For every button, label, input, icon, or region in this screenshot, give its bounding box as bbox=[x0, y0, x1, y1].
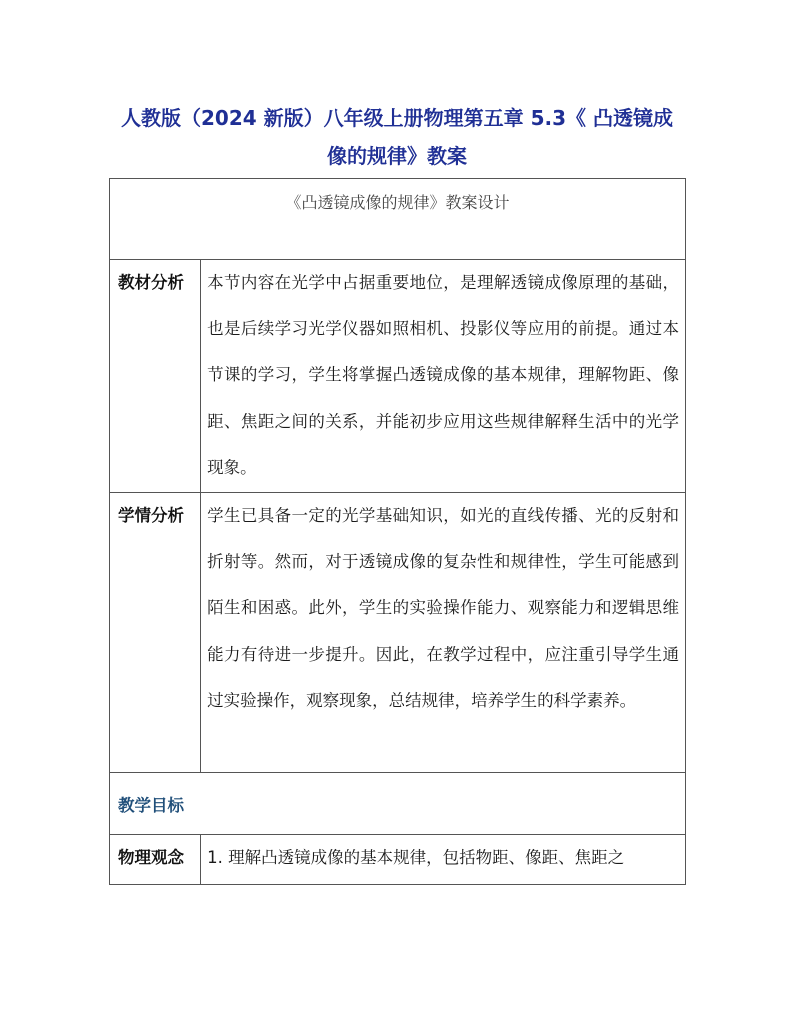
physics-concept-content: 1. 理解凸透镜成像的基本规律，包括物距、像距、焦距之 bbox=[201, 835, 686, 885]
page-title bbox=[100, 99, 694, 175]
design-title-cell bbox=[110, 179, 686, 260]
teaching-goals-heading: 教学目标 bbox=[110, 773, 686, 835]
page-title-line-2: 像的规律》教案 bbox=[327, 144, 467, 168]
teaching-goals-row bbox=[110, 773, 686, 835]
student-analysis-row bbox=[110, 493, 686, 773]
student-analysis-content: 学生已具备一定的光学基础知识，如光的直线传播、光的反射和折射等。然而，对于透镜成像的复杂性和规律性，学生可能感到陌生和困惑。此外，学生的实验操作能力、观察能力和逻辑思维能力有待进一步提升。因此，在教学过程中，应注重引导学生通过实验操作，观察现象，总结规律，培养学生的科学素养。 bbox=[201, 493, 686, 773]
lesson-plan-table bbox=[109, 178, 686, 885]
student-analysis-heading: 学情分析 bbox=[110, 493, 201, 773]
textbook-analysis-row bbox=[110, 260, 686, 493]
design-title: 《凸透镜成像的规律》教案设计 bbox=[285, 193, 510, 212]
design-title-row bbox=[110, 179, 686, 260]
textbook-analysis-heading: 教材分析 bbox=[110, 260, 201, 493]
page-title-line-1: 人教版（2024 新版）八年级上册物理第五章 5.3《 凸透镜成 bbox=[121, 106, 673, 130]
physics-concept-heading: 物理观念 bbox=[110, 835, 201, 885]
textbook-analysis-content: 本节内容在光学中占据重要地位，是理解透镜成像原理的基础，也是后续学习光学仪器如照相机、投影仪等应用的前提。通过本节课的学习，学生将掌握凸透镜成像的基本规律，理解物距、像距、焦距之间的关系，并能初步应用这些规律解释生活中的光学现象。 bbox=[201, 260, 686, 493]
physics-concept-row bbox=[110, 835, 686, 885]
